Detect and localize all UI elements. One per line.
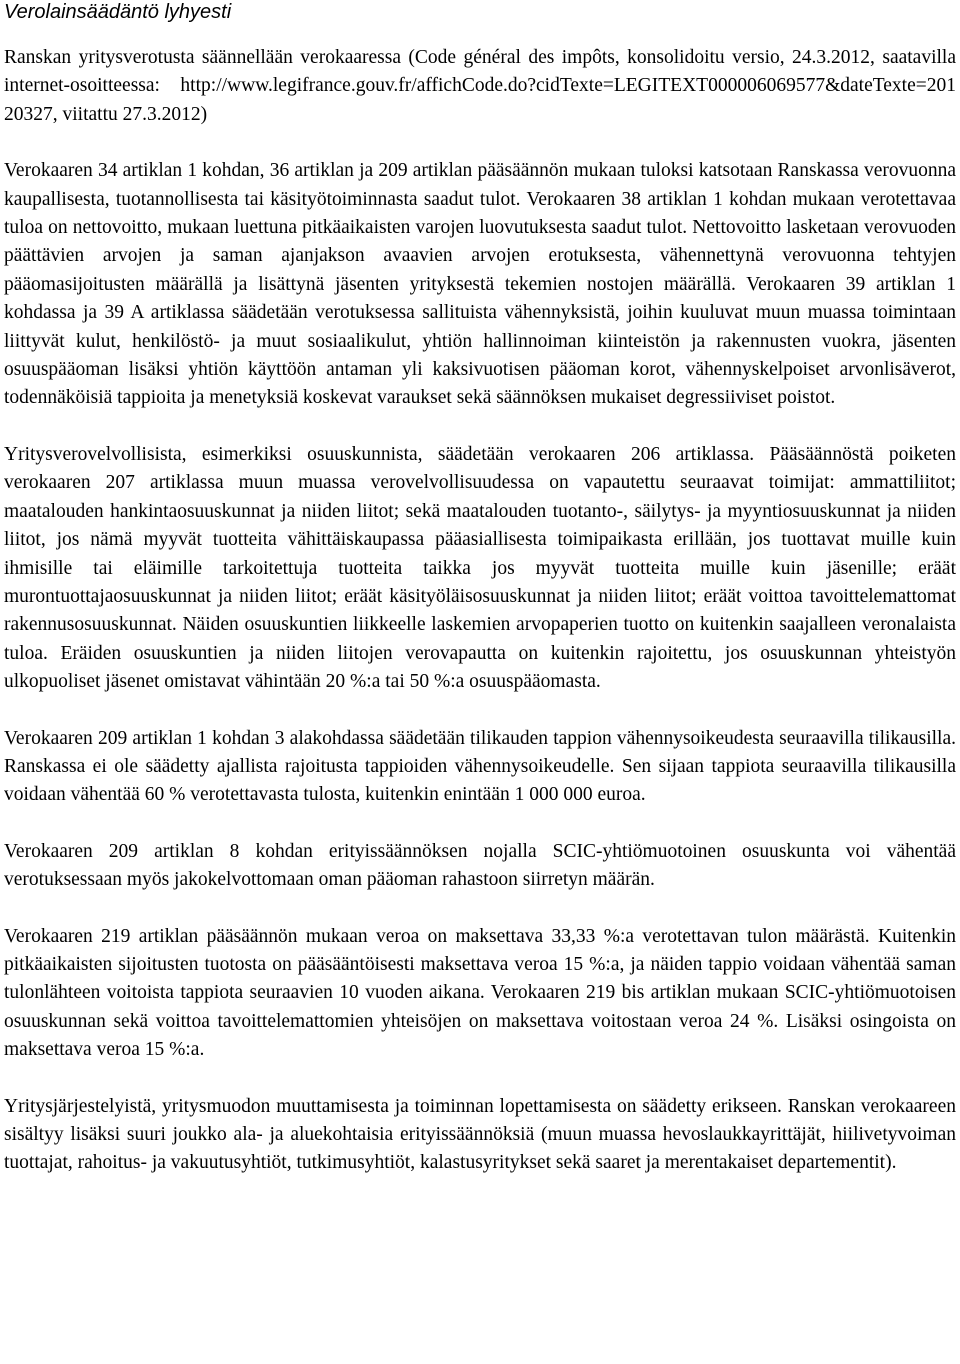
paragraph-tax-liability: Yritysverovelvollisista, esimerkiksi osuuskunnista, säädetään verokaaren 206 artiklassa. Pääsäännöstä poiketen verokaaren 207 artiklassa muun muassa verovelvollisuudessa on vapautettu seuraavat toimijat: ammattiliitot; maatalouden hankintaosuuskunnat ja niiden liitot; sekä maatalouden tuotanto-, säilytys- ja myyntiosuuskunnat ja niiden liitot, jos nämä myyvät tuotteita vähittäiskaupassa pääasiallisesta toimipaikasta erillään, jos tuottavat muille kuin ihmisille tai eläimille tarkoitettuja tuotteita taikka jos myyvät tuotteita muille kuin jäsenille; eräät murontuottajaosuuskunnat ja niiden liitot; eräät käsityöläisosuuskunnat ja niiden liitot; eräät voittoa tavoittelemattomat rakennusosuuskunnat. Näiden osuuskuntien liikkeelle laskemien arvopaperien tuotto on kuitenkin saajalleen veronalaista tuloa. Eräiden osuuskuntien ja niiden liitojen verovapautta on kuitenkin rajoitettu, jos osuuskunnan yhteistyön ulkopuoliset jäsenet omistavat vähintään 20 %:a tai 50 %:a osuuspääomasta. <box>4 443 956 693</box>
paragraph-source: Ranskan yritysverotusta säännellään verokaaressa (Code général des impôts, konsolidoitu versio, 24.3.2012, saatavilla internet-osoitteessa: http://www.legifrance.gouv.fr/affichCode.do?cidTexte=LEGITEXT000006069577&dateTexte=201 20327, viitattu 27.3.2012) <box>4 47 956 125</box>
paragraph-special-provisions: Yritysjärjestelyistä, yritysmuodon muuttamisesta ja toiminnan lopettamisesta on säädetty erikseen. Ranskan verokaareen sisältyy lisäksi suuri joukko ala- ja aluekohtaisia erityissäännöksiä (muun muassa hevoslaukkayrittäjät, hiilivetyvoiman tuottajat, rahoitus- ja vakuutusyhtiöt, tutkimusyhtiöt, kalastusyritykset sekä saaret ja merentakaiset departementit). <box>4 1095 956 1174</box>
paragraph-taxable-income: Verokaaren 34 artiklan 1 kohdan, 36 artiklan ja 209 artiklan pääsäännön mukaan tuloksi katsotaan Ranskassa verovuonna kaupallisesta, tuotannollisesta tai käsityötoiminnasta saadut tulot. Verokaaren 38 artiklan 1 kohdan mukaan verotettavaa tuloa on nettovoitto, mukaan luettuna pitkäaikaisten varojen luovutuksesta saadut tulot. Nettovoitto lasketaan verovuoden päättävien arvojen ja saman ajanjakson avaavien arvojen erotuksesta, vähennettynä verovuonna tehtyjen pääomasijoitusten määrällä ja lisättynä jäsenten yrityksestä tekemien nostojen määrällä. Verokaaren 39 artiklan 1 kohdassa ja 39 A artiklassa säädetään verotuksessa sallituista vähennyksistä, joihin kuuluvat muun muassa toimintaan liittyvät kulut, henkilöstö- ja muut sosiaalikulut, yhtiön hallinnoiman kiinteistön ja rakennusten vuokra, jäsenten osuuspääoman lisäksi yhtiön käyttöön antaman yli kaksivuotisen pääoman korot, vähennyskelpoiset arvonlisäverot, todennäköisiä tappioita ja menetyksiä koskevat varaukset sekä säännöksen mukaiset degressiiviset poistot. <box>4 160 956 409</box>
page-title: Verolainsäädäntö lyhyesti <box>4 1 232 23</box>
paragraph-loss-deduction: Verokaaren 209 artiklan 1 kohdan 3 alakohdassa säädetään tilikauden tappion vähennysoikeudesta seuraavilla tilikausilla. Ranskassa ei ole säädetty ajallista rajoitusta tappioiden vähennysoikeudelle. Sen sijaan tappiota seuraavilla tilikausilla voidaan vähentää 60 % verotettavasta tulosta, kuitenkin enintään 1 000 000 euroa. <box>4 727 956 806</box>
paragraph-scic-deduction: Verokaaren 209 artiklan 8 kohdan erityissäännöksen nojalla SCIC-yhtiömuotoinen osuuskunta voi vähentää verotuksessaan myös jakokelvottomaan oman pääoman rahastoon siirretyn määrän. <box>4 840 956 891</box>
paragraph-tax-rates: Verokaaren 219 artiklan pääsäännön mukaan veroa on maksettava 33,33 %:a verotettavan tulon määrästä. Kuitenkin pitkäaikaisten sijoitusten tuotosta on pääsääntöisesti maksettava veroa 15 %:a, ja näiden tappio voidaan vähentää saman tulonlähteen voitoista tappiota seuraavien 10 vuoden aikana. Verokaaren 219 bis artiklan mukaan SCIC-yhtiömuotoisen osuuskunnan sekä voittoa tavoittelemattomien yhteisöjen on maksettava voitostaan veroa 24 %. Lisäksi osingoista on maksettava veroa 15 %:a. <box>4 925 956 1061</box>
